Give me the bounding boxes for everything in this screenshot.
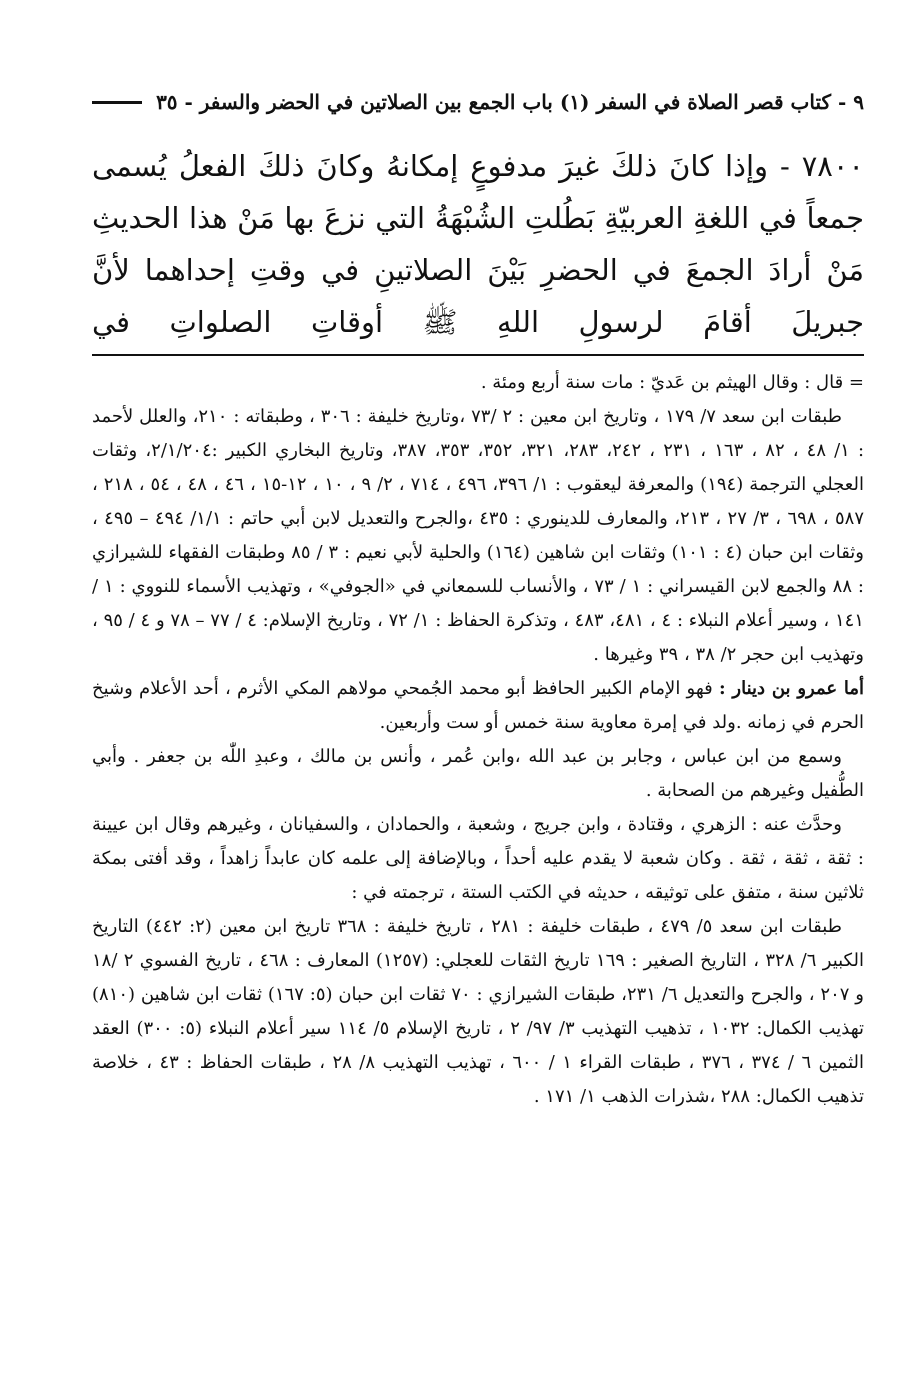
footnote-paragraph: طبقات ابن سعد ٥/ ٤٧٩ ، طبقات خليفة : ٢٨١ ، تاريخ خليفة : ٣٦٨ تاريخ ابن معين (٢: ٤٤٢) التاريخ الكبير ٦/ ٣٢٨ ، التاريخ الصغير : ١٦٩ تاريخ الثقات للعجلي: (١٢٥٧) المعارف : ٤٦٨ ، تاريخ الفسوي ٢ /١٨ و ٢٠٧ ، والجرح والتعديل ٦/ ٢٣١، طبقات الشيرازي : ٧٠ ثقات ابن حبان (٥: ١٦٧) ثقات ابن شاهين (٨١٠) تهذيب الكمال: ١٠٣٢ ، تذهيب التهذيب ٣/ ٩٧/ ٢ ، تاريخ الإسلام ٥/ ١١٤ سير أعلام النبلاء (٥: ٣٠٠) العقد الثمين ٦ / ٣٧٤ ، ٣٧٦ ، طبقات القراء ١ / ٦٠٠ ، تهذيب التهذيب ٨/ ٢٨ ، طبقات الحفاظ : ٤٣ ، خلاصة تذهيب الكمال: ٢٨٨ ،شذرات الذهب ١/ ١٧١ .: [92, 916, 864, 1107]
book-page: [92, 84, 864, 1114]
footnote-paragraph: [92, 672, 864, 740]
footnote-text: فهو الإمام الكبير الحافظ أبو محمد الجُمحي مولاهم المكي الأثرم ، أحد الأعلام وشيخ الحرم في زمانه .ولد في إمرة معاوية سنة خمس أو ست وأربعين.: [92, 678, 864, 733]
header-rule: [92, 101, 142, 104]
footnote-paragraph: وسمع من ابن عباس ، وجابر بن عبد الله ،وابن عُمر ، وأنس بن مالك ، وعبدِ اللّٰه بن جعفر . وأبي الطُّفيل وغيرهم من الصحابة .: [92, 746, 864, 801]
page-header: [92, 84, 864, 120]
footnote-divider: [92, 354, 864, 356]
main-text: ٧٨٠٠ - وإذا كانَ ذلكَ غيرَ مدفوعٍ إمكانهُ وكانَ ذلكَ الفعلُ يُسمى جمعاً في اللغةِ العربيّةِ بَطُلتِ الشُبْهَةُ التي نزعَ بها مَنْ هذا الحديثِ مَنْ أرادَ الجمعَ في الحضرِ بَيْنَ الصلاتينِ في وقتِ إحداهما لأنَّ جبريلَ أقامَ لرسولِ اللهِ ﷺ أوقاتِ الصلواتِ في: [92, 149, 864, 339]
running-title: ٩ - كتاب قصر الصلاة في السفر (١) باب الجمع بين الصلاتين في الحضر والسفر - ٣٥: [156, 90, 864, 114]
footnote-paragraph: = قال : وقال الهيثم بن عَديّ : مات سنة أربع ومئة .: [480, 372, 864, 393]
footnote-paragraph: وحدَّث عنه : الزهري ، وقتادة ، وابن جريج ، وشعبة ، والحمادان ، والسفيانان ، وغيرهم وقال ابن عيينة : ثقة ، ثقة ، ثقة . وكان شعبة لا يقدم عليه أحداً ، وبالإضافة إلى علمه كان عابداً زاهداً ، وقد أفتى بمكة ثلاثين سنة ، متفق على توثيقه ، حديثه في الكتب الستة ، ترجمته في :: [92, 814, 864, 903]
footnotes: [92, 366, 864, 1114]
footnote-heading: أما عمرو بن دينار :: [719, 678, 864, 699]
footnote-paragraph: طبقات ابن سعد ٧/ ١٧٩ ، وتاريخ ابن معين : ٢ /٧٣ ،وتاريخ خليفة : ٣٠٦ ، وطبقاته : ٢١٠، والعلل لأحمد : ١/ ٤٨ ، ٨٢ ، ١٦٣ ، ٢٣١ ، ٢٤٢، ٢٨٣، ٣٢١، ٣٥٢، ٣٥٣، ٣٨٧، وتاريخ البخاري الكبير :٢/١/٢٠٤، وثقات العجلي الترجمة (١٩٤) والمعرفة ليعقوب : ١/ ٣٩٦، ٤٩٦ ، ٧١٤ ، ٢/ ٩ ، ١٠ ، ١٢-١٥ ، ٤٦ ، ٤٨ ، ٥٤ ، ٢١٨ ، ٥٨٧ ، ٦٩٨ ، ٣/ ٢٧ ، ٢١٣، والمعارف للدينوري : ٤٣٥ ،والجرح والتعديل لابن أبي حاتم : ١/١/ ٤٩٤ – ٤٩٥ ، وثقات ابن حبان (٤ : ١٠١) وثقات ابن شاهين (١٦٤) والحلية لأبي نعيم : ٣ / ٨٥ وطبقات الفقهاء للشيرازي : ٨٨ والجمع لابن القيسراني : ١ / ٧٣ ، والأنساب للسمعاني في «الجوفي» ، وتهذيب الأسماء للنووي : ١ / ١٤١ ، وسير أعلام النبلاء : ٤ ، ٤٨١، ٤٨٣ ، وتذكرة الحفاظ : ١/ ٧٢ ، وتاريخ الإسلام: ٤ / ٧٧ – ٧٨ و ٤ / ٩٥ ، وتهذيب ابن حجر ٢/ ٣٨ ، ٣٩ وغيرها .: [92, 406, 865, 665]
